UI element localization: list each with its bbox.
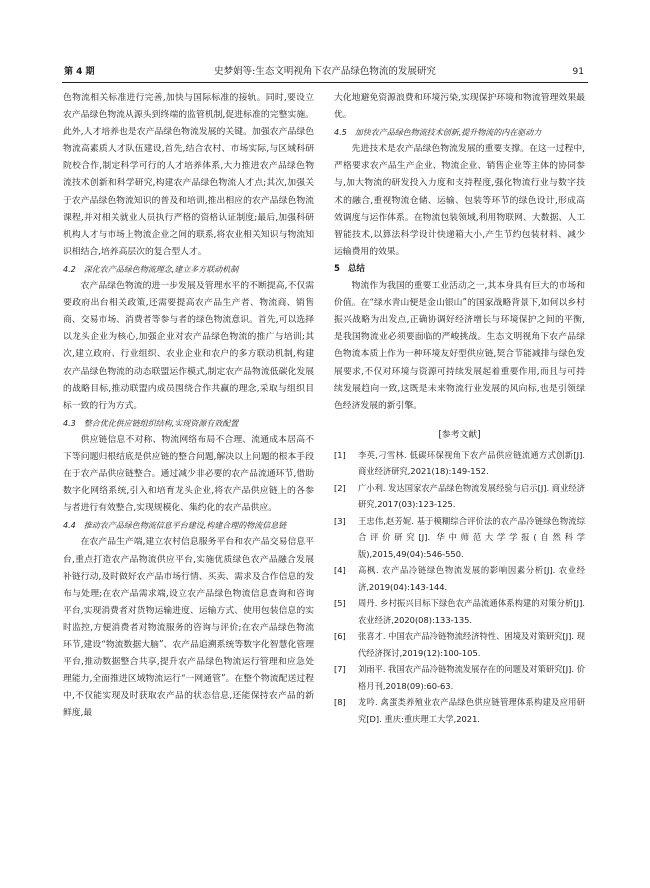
reference-text: 李英,刁雪林. 低碳环保视角下农产品供应链流通方式创新[J]. 商业经济研究,2021(18):149-152. [358, 449, 585, 477]
reference-number: [6] [334, 631, 346, 642]
paragraph: 农产品绿色物流的进一步发展及管理水平的不断提高,不仅需要政府出台相关政策,还需要提高农产品生产者、物流商、销售商、交易市场、消费者等参与者的绿色物流意识。首先,可以选择以龙头企业为核心,加强企业对农产品绿色物流的推广与培训;其次,建立政府、行业组织、农业企业和农户的多方联动机制,构建农产品绿色物流的动态联盟运作模式,制定农产品物流低碳化发展的战略目标,推动联盟内成员围绕合作共赢的理念,采取与组织目标一致的行为方式。 [63, 281, 314, 411]
section-title: 整合优化供应链组织结构,实现资源有效配置 [83, 418, 239, 428]
section-title: 总结 [347, 263, 365, 274]
reference-text: 龙吟. 禽蛋类养殖业农产品绿色供应链管理体系构建及应用研究[D]. 重庆:重庆理工大学,2021. [358, 697, 585, 724]
reference-item [334, 628, 585, 661]
section-heading-4-5 [334, 124, 585, 141]
page-header [62, 64, 588, 80]
reference-item [334, 694, 585, 727]
reference-text: 王忠伟,赵芳妮. 基于模糊综合评价法的农产品冷链绿色物流综合评价研究[J]. 华中师范大学学报(自然科学版),2015,49(04):546-550. [358, 515, 585, 559]
header-rule [62, 82, 588, 83]
reference-list [334, 447, 585, 728]
reference-item [334, 447, 585, 480]
right-column [334, 90, 585, 727]
paragraph: 供应链信息不对称、物流网络布局不合理、流通成本居高不下等问题归根结底是供应链的整合问题,解决以上问题的根本手段在于农产品供应链整合。通过减少非必要的农产品流通环节,借助数字化网络系统,引入和培育龙头企业,将农产品供应链上的各参与者进行有效整合,实现规模化、集约化的农产品供应。 [63, 434, 314, 514]
reference-text: 广小利. 发达国家农产品绿色物流发展经验与启示[J]. 商业经济研究,2017(03):123-125. [358, 482, 585, 510]
section-number: 4.5 [334, 128, 347, 138]
paragraph: 先进技术是农产品绿色物流发展的重要支撑。在这一过程中,严格要求农产品生产企业、物流企业、销售企业等主体的协同参与,加大物流的研发投入力度和支持程度,强化物流行业与数字技术的融合,重视物流仓储、运输、包装等环节的绿色设计,形成高效调度与运作体系。在物流包装领域,利用物联网、大数据、人工智能技术,以算法科学设计快递箱大小,产生节约包装材料、减少运输费用的效果。 [334, 144, 585, 257]
section-heading-5 [334, 261, 585, 278]
reference-item [334, 513, 585, 563]
running-title: 史梦娟等:生态文明视角下农产品绿色物流的发展研究 [214, 66, 436, 77]
reference-number: [4] [334, 565, 346, 576]
reference-text: 周丹. 乡村振兴目标下绿色农产品流通体系构建的对策分析[J]. 农业经济,2020(08):133-135. [358, 598, 585, 625]
section-title: 加快农产品绿色物流技术创新,提升物流的内在驱动力 [354, 128, 542, 138]
reference-number: [8] [334, 697, 346, 708]
paragraph: 大化地避免资源浪费和环境污染,实现保护环境和物流管理效果最优。 [334, 93, 585, 121]
section-number: 5 [334, 263, 340, 274]
section-number: 4.2 [63, 264, 76, 274]
reference-number: [2] [334, 482, 346, 493]
reference-number: [7] [334, 664, 346, 675]
reference-item [334, 562, 585, 595]
reference-item [334, 595, 585, 628]
section-title: 推动农产品绿色物流信息平台建设,构建合理的物流信息链 [83, 521, 287, 531]
paragraph: 色物流相关标准进行完善,加快与国际标准的接轨。同时,要设立农产品绿色物流从源头到终端的监管机制,促进标准的完整实施。此外,人才培养也是农产品绿色物流发展的关键。加强农产品绿色物流高素质人才队伍建设,首先,结合农村、市场实际,与区域科研院校合作,制定科学可行的人才培养体系,大力推进农产品绿色物流技术创新和科学研究,构建农产品绿色物流人才点;其次,加强关于农产品绿色物流知识的普及和培训,推出相应的农产品绿色物流课程,并对相关就业人员执行严格的资格认证制度;最后,加强科研机构人才与市场上物流企业之间的联系,将农业相关知识与物流知识相结合,培养高层次的复合型人才。 [63, 93, 314, 257]
section-number: 4.3 [63, 418, 76, 428]
section-heading-4-2 [63, 261, 314, 278]
reference-text: 刘雨平. 我国农产品冷链物流发展存在的问题及对策研究[J]. 价格月刊,2018(09):60-63. [358, 664, 585, 691]
paragraph: 物流作为我国的重要工业活动之一,其本身具有巨大的市场和价值。在“绿水青山便是金山银山”的国家战略背景下,如何以乡村振兴战略为出发点,正确协调好经济增长与环境保护之间的平衡,是我国物流业必须要面临的严峻挑战。生态文明视角下农产品绿色物流本质上作为一种环境友好型供应链,契合节能减排与绿色发展要求,不仅对环境与资源可持续发展起着重要作用,而且与可持续发展趋向一致,这既是未来物流行业发展的风向标,也是引领绿色经济发展的新引擎。 [334, 281, 585, 411]
paragraph: 在农产品生产端,建立农村信息服务平台和农产品交易信息平台,重点打造农产品物流供应平台,实施优质绿色农产品融合发展补链行动,及时做好农产品市场行情、买卖、需求及合作信息的发布与处理;在农产品需求端,设立农产品绿色物流信息查询和咨询平台,实现消费者对货物运输进度、运输方式、使用包装信息的实时监控,方便消费者对物流服务的咨询与评价;在农产品绿色物流环节,建设“物流数据大脑”、农产品追溯系统等数字化智慧化管理平台,推动数据整合共享,提升农产品绿色物流运行管理和应急处理能力,全面推进区域物流运行“一网通管”。在整个物流配送过程中,不仅能实现及时获取农产品的状态信息,还能保持农产品的新鲜度,最 [63, 537, 314, 719]
page-number: 91 [572, 67, 584, 77]
section-heading-4-4 [63, 517, 314, 534]
section-heading-4-3 [63, 415, 314, 432]
section-number: 4.4 [63, 521, 76, 531]
reference-text: 高枫. 农产品冷链绿色物流发展的影响因素分析[J]. 农业经济,2019(04):143-144. [358, 565, 585, 592]
reference-number: [1] [334, 449, 346, 460]
section-title: 深化农产品绿色物流理念,建立多方联动机制 [83, 264, 239, 274]
journal-issue: 第 4 期 [64, 67, 95, 77]
reference-number: [5] [334, 598, 346, 609]
reference-number: [3] [334, 515, 346, 526]
references-heading: [参考文献] [438, 429, 481, 440]
reference-text: 张喜才. 中国农产品冷链物流经济特性、困境及对策研究[J]. 现代经济探讨,2019(12):100-105. [358, 631, 585, 658]
left-column [63, 90, 314, 722]
reference-item [334, 480, 585, 513]
reference-item [334, 661, 585, 694]
